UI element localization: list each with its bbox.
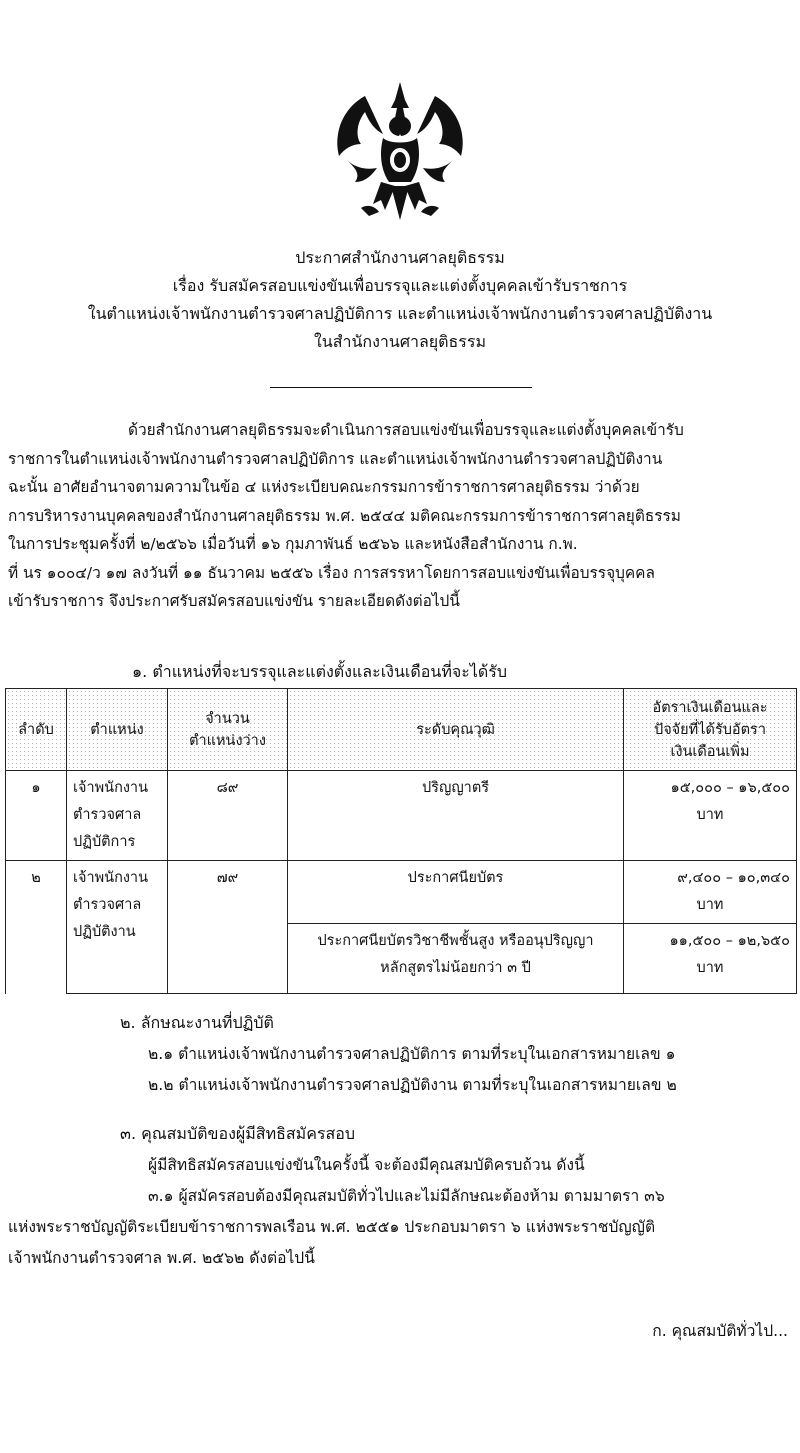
positions-table	[5, 688, 797, 994]
section-2-item-2: ๒.๒ ตำแหน่งเจ้าพนักงานตำรวจศาลปฏิบัติงาน ตามที่ระบุในเอกสารหมายเลข ๒	[148, 1076, 677, 1094]
continuation-marker: ก. คุณสมบัติทั่วไป...	[652, 1322, 788, 1340]
intro-line: เข้ารับราชการ จึงประกาศรับสมัครสอบแข่งขัน รายละเอียดดังต่อไปนี้	[8, 592, 460, 610]
row-salary: ๑๕,๐๐๐ – ๑๖,๕๐๐ บาท	[624, 771, 797, 861]
col-header-vacancies: จำนวน ตำแหน่งว่าง	[168, 689, 288, 771]
header-positions: ในตำแหน่งเจ้าพนักงานตำรวจศาลปฏิบัติการ และตำแหน่งเจ้าพนักงานตำรวจศาลปฏิบัติงาน	[87, 304, 713, 323]
section-3-paragraph-line: ๓.๑ ผู้สมัครสอบต้องมีคุณสมบัติทั่วไปและไม่มีลักษณะต้องห้าม ตามมาตรา ๓๖	[148, 1187, 665, 1205]
section-3-intro: ผู้มีสิทธิสมัครสอบแข่งขันในครั้งนี้ จะต้องมีคุณสมบัติครบถ้วน ดังนี้	[148, 1156, 585, 1174]
announcement-header	[0, 244, 800, 356]
row-order: ๒	[6, 861, 67, 994]
intro-line: ฉะนั้น อาศัยอำนาจตามความในข้อ ๔ แห่งระเบียบคณะกรรมการข้าราชการศาลยุติธรรม ว่าด้วย	[8, 478, 640, 496]
intro-line: ที่ นร ๑๐๐๔/ว ๑๗ ลงวันที่ ๑๑ ธันวาคม ๒๕๕๖ เรื่อง การสรรหาโดยการสอบแข่งขันเพื่อบรรจุบุคคล	[8, 563, 655, 582]
header-subject: เรื่อง รับสมัครสอบแข่งขันเพื่อบรรจุและแต่งตั้งบุคคลเข้ารับราชการ	[172, 276, 628, 295]
row-salary-alt: ๑๑,๕๐๐ – ๑๒,๖๕๐ บาท	[624, 924, 797, 994]
section-3-paragraph-line: เจ้าพนักงานตำรวจศาล พ.ศ. ๒๕๖๒ ดังต่อไปนี้	[8, 1249, 315, 1267]
header-office: ในสำนักงานศาลยุติธรรม	[313, 332, 487, 351]
intro-paragraph	[8, 416, 792, 616]
header-divider	[270, 387, 532, 388]
row-qualification-alt: ประกาศนียบัตรวิชาชีพชั้นสูง หรืออนุปริญญา หลักสูตรไม่น้อยกว่า ๓ ปี	[288, 924, 624, 994]
row-order: ๑	[6, 771, 67, 861]
table-row	[6, 861, 797, 924]
col-header-position: ตำแหน่ง	[67, 689, 168, 771]
col-header-qualification: ระดับคุณวุฒิ	[288, 689, 624, 771]
intro-line: ราชการในตำแหน่งเจ้าพนักงานตำรวจศาลปฏิบัติการ และตำแหน่งเจ้าพนักงานตำรวจศาลปฏิบัติงาน	[8, 449, 663, 468]
intro-line: การบริหารงานบุคคลของสำนักงานศาลยุติธรรม พ.ศ. ๒๕๔๔ มติคณะกรรมการข้าราชการศาลยุติธรรม	[8, 506, 681, 525]
col-header-order: ลำดับ	[6, 689, 67, 771]
table-header-row	[6, 689, 797, 771]
row-vacancies: ๗๙	[168, 861, 288, 994]
row-position: เจ้าพนักงาน ตำรวจศาล ปฏิบัติงาน	[67, 861, 168, 994]
section-3-title: ๓. คุณสมบัติของผู้มีสิทธิสมัครสอบ	[120, 1124, 356, 1143]
header-title: ประกาศสำนักงานศาลยุติธรรม	[295, 248, 505, 267]
section-2-title: ๒. ลักษณะงานที่ปฏิบัติ	[120, 1013, 274, 1032]
garuda-emblem-icon	[325, 78, 475, 228]
row-position: เจ้าพนักงาน ตำรวจศาล ปฏิบัติการ	[67, 771, 168, 861]
intro-line: ด้วยสำนักงานศาลยุติธรรมจะดำเนินการสอบแข่งขันเพื่อบรรจุและแต่งตั้งบุคคลเข้ารับ	[128, 421, 684, 439]
row-salary: ๙,๔๐๐ – ๑๐,๓๔๐ บาท	[624, 861, 797, 924]
col-header-salary: อัตราเงินเดือนและ ปัจจัยที่ได้รับอัตรา เงินเดือนเพิ่ม	[624, 689, 797, 771]
row-vacancies: ๘๙	[168, 771, 288, 861]
section-3-paragraph-line: แห่งพระราชบัญญัติระเบียบข้าราชการพลเรือน พ.ศ. ๒๕๕๑ ประกอบมาตรา ๖ แห่งพระราชบัญญัติ	[8, 1218, 656, 1236]
row-qualification: ปริญญาตรี	[288, 771, 624, 861]
section-2-item-1: ๒.๑ ตำแหน่งเจ้าพนักงานตำรวจศาลปฏิบัติการ ตามที่ระบุในเอกสารหมายเลข ๑	[148, 1045, 676, 1063]
table-row	[6, 771, 797, 861]
intro-line: ในการประชุมครั้งที่ ๒/๒๕๖๖ เมื่อวันที่ ๑๖ กุมภาพันธ์ ๒๕๖๖ และหนังสือสำนักงาน ก.พ.	[8, 535, 578, 553]
section-1-title: ๑. ตำแหน่งที่จะบรรจุและแต่งตั้งและเงินเดือนที่จะได้รับ	[132, 662, 508, 681]
row-qualification: ประกาศนียบัตร	[288, 861, 624, 924]
